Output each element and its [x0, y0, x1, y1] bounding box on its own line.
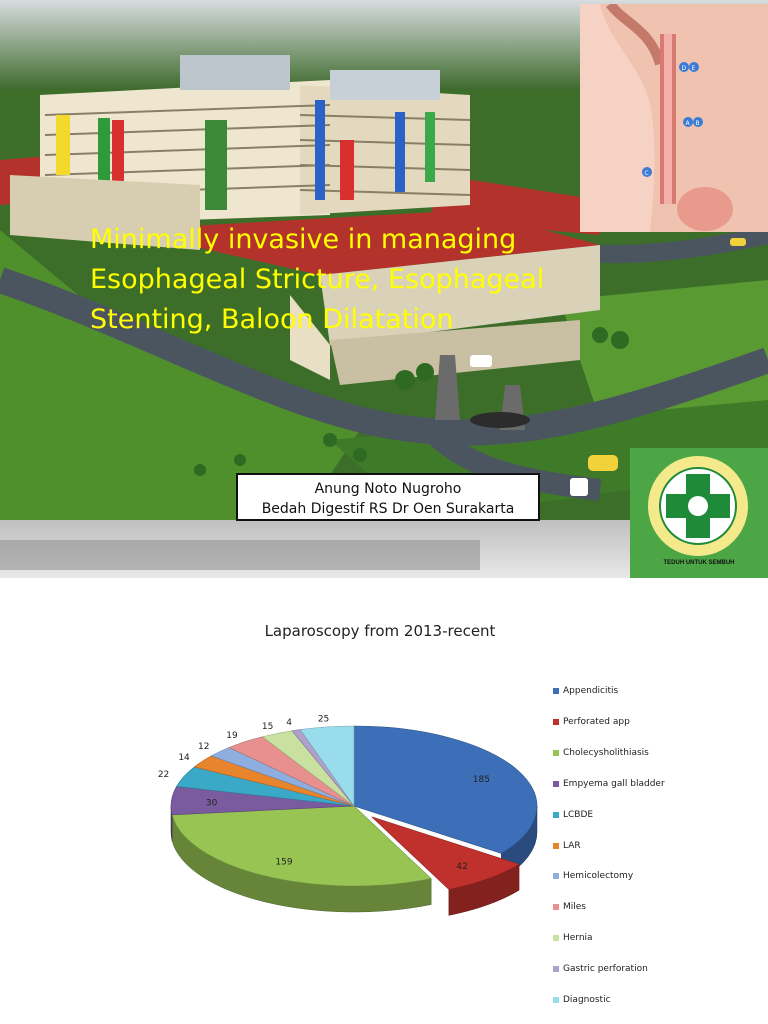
legend-item-perforated-app — [553, 717, 630, 729]
legend-swatch — [553, 904, 559, 910]
legend-item-gastric-perforation — [553, 964, 648, 976]
title-line-2: Esophageal Stricture, Esophageal — [90, 264, 545, 295]
legend-swatch — [553, 688, 559, 694]
legend-label: Cholecysholithiasis — [563, 747, 649, 758]
chart-slide — [0, 578, 768, 1024]
legend-swatch — [553, 935, 559, 941]
legend-label: Miles — [563, 902, 586, 913]
legend-label: Appendicitis — [563, 686, 619, 696]
data-label-cholecysholithiasis: 159 — [275, 857, 293, 868]
legend-label: Hemicolectomy — [563, 871, 634, 882]
logo-motto: TEDUH UNTUK SEMBUH — [663, 560, 735, 566]
chart-title: Laparoscopy from 2013-recent — [264, 622, 496, 640]
legend-item-miles — [553, 902, 586, 914]
hospital-logo — [630, 448, 768, 578]
title-line-3: Stenting, Baloon Dilatation — [90, 304, 454, 335]
legend-label: Diagnostic — [563, 995, 611, 1005]
data-label-miles: 19 — [226, 731, 238, 742]
anatomy-marker-c — [642, 167, 652, 177]
anatomy-label-c: C — [644, 170, 649, 177]
anatomy-label-e: E — [691, 65, 696, 72]
data-label-lar: 14 — [178, 752, 190, 763]
anatomy-label-b: B — [695, 120, 700, 127]
legend-swatch — [553, 997, 559, 1003]
logo-year: 1970 — [691, 524, 705, 530]
legend-label: LCBDE — [563, 809, 594, 820]
data-label-perforated-app: 42 — [456, 862, 468, 873]
legend-label: Empyema gall bladder — [563, 778, 665, 789]
legend-swatch — [553, 966, 559, 972]
presentation-title — [90, 220, 560, 340]
data-label-lcbde: 22 — [157, 769, 170, 780]
legend-item-lar — [553, 841, 581, 853]
data-label-appendicitis: 185 — [472, 774, 490, 785]
legend-swatch — [553, 812, 559, 818]
legend-swatch — [553, 719, 559, 725]
author-affiliation: Bedah Digestif RS Dr Oen Surakarta — [261, 501, 515, 517]
legend-swatch — [553, 750, 559, 756]
pie-chart — [0, 578, 768, 1024]
data-label-gastric-perforation: 4 — [286, 718, 293, 729]
data-label-diagnostic: 25 — [317, 714, 330, 725]
legend-label: Hernia — [563, 933, 593, 944]
data-label-hernia: 15 — [261, 721, 274, 732]
anatomy-label-a: A — [685, 120, 690, 127]
anatomy-label-d: D — [681, 65, 687, 72]
author-box — [236, 473, 540, 521]
legend-item-appendicitis — [553, 686, 618, 698]
legend-item-empyema-gall-bladder — [553, 779, 665, 791]
legend-item-hernia — [553, 933, 593, 945]
title-line-1: Minimally invasive in managing — [90, 224, 517, 255]
legend-label: Perforated app — [563, 716, 630, 727]
data-label-hemicolectomy: 12 — [198, 742, 210, 753]
legend-swatch — [553, 781, 559, 787]
legend-item-hemicolectomy — [553, 871, 633, 883]
legend-item-cholecysholithiasis — [553, 748, 649, 760]
esophagus-anatomy-illustration — [580, 4, 768, 232]
legend-item-lcbde — [553, 810, 593, 822]
legend-label: LAR — [563, 840, 581, 851]
legend-item-diagnostic — [553, 995, 611, 1007]
hospital-logo-emblem — [630, 448, 768, 578]
legend-label: Gastric perforation — [563, 964, 648, 975]
legend-swatch — [553, 873, 559, 879]
data-label-empyema-gall-bladder: 30 — [205, 798, 218, 809]
author-name: Anung Noto Nugroho — [314, 481, 462, 497]
legend-swatch — [553, 843, 559, 849]
